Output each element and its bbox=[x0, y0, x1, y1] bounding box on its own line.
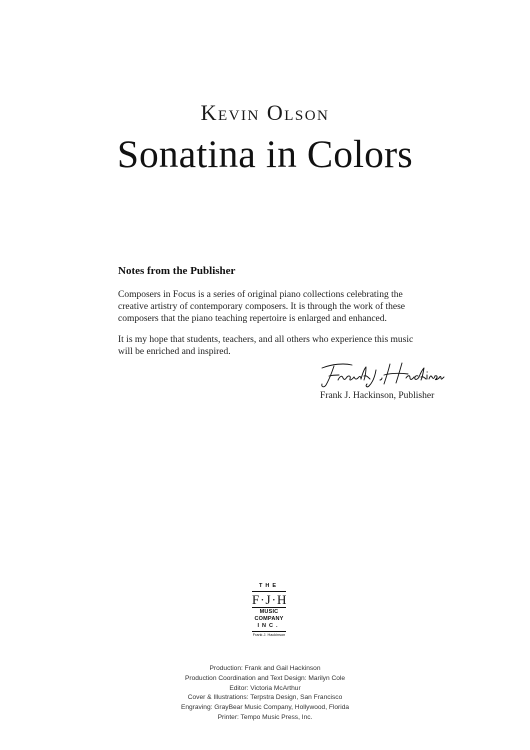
handwritten-signature bbox=[318, 358, 446, 392]
credit-line: Production: Frank and Gail Hackinson bbox=[209, 665, 321, 672]
logo-inc-word: INC. bbox=[257, 623, 281, 629]
logo-initials: F·J·H bbox=[252, 592, 288, 607]
credit-line: Printer: Tempo Music Press, Inc. bbox=[217, 713, 313, 721]
composer-name: Kevin Olson bbox=[200, 100, 330, 125]
book-title: Sonatina in Colors bbox=[117, 133, 413, 176]
production-credits bbox=[0, 664, 530, 723]
logo-music-word: MUSIC bbox=[259, 609, 279, 615]
credit-line: Editor: Victoria McArthur bbox=[229, 684, 301, 692]
notes-paragraph-2: It is my hope that students, teachers, and all others who experience this music will be enriched and inspired. bbox=[118, 334, 414, 357]
publisher-logo bbox=[252, 583, 286, 638]
notes-paragraph-1: Composers in Focus is a series of original piano collections celebrating the creative artistry of contemporary composers. It is through the work of these composers that the piano teaching repertoire is enlarged and enhanced. bbox=[118, 290, 406, 325]
logo-owner: Frank J. Hackinson bbox=[252, 633, 286, 637]
credit-line: Cover & Illustrations: Terpstra Design, San Francisco bbox=[187, 694, 343, 702]
signer-name: Frank J. Hackinson, Publisher bbox=[320, 391, 435, 401]
logo-top-word: THE bbox=[259, 583, 279, 589]
logo-company-word: COMPANY bbox=[254, 616, 284, 622]
credit-line: Engraving: GrayBear Music Company, Hollywood, Florida bbox=[180, 704, 350, 712]
publisher-notes bbox=[118, 265, 428, 366]
notes-heading: Notes from the Publisher bbox=[118, 265, 236, 277]
credit-line: Production Coordination and Text Design: Marilyn Cole bbox=[184, 674, 346, 682]
